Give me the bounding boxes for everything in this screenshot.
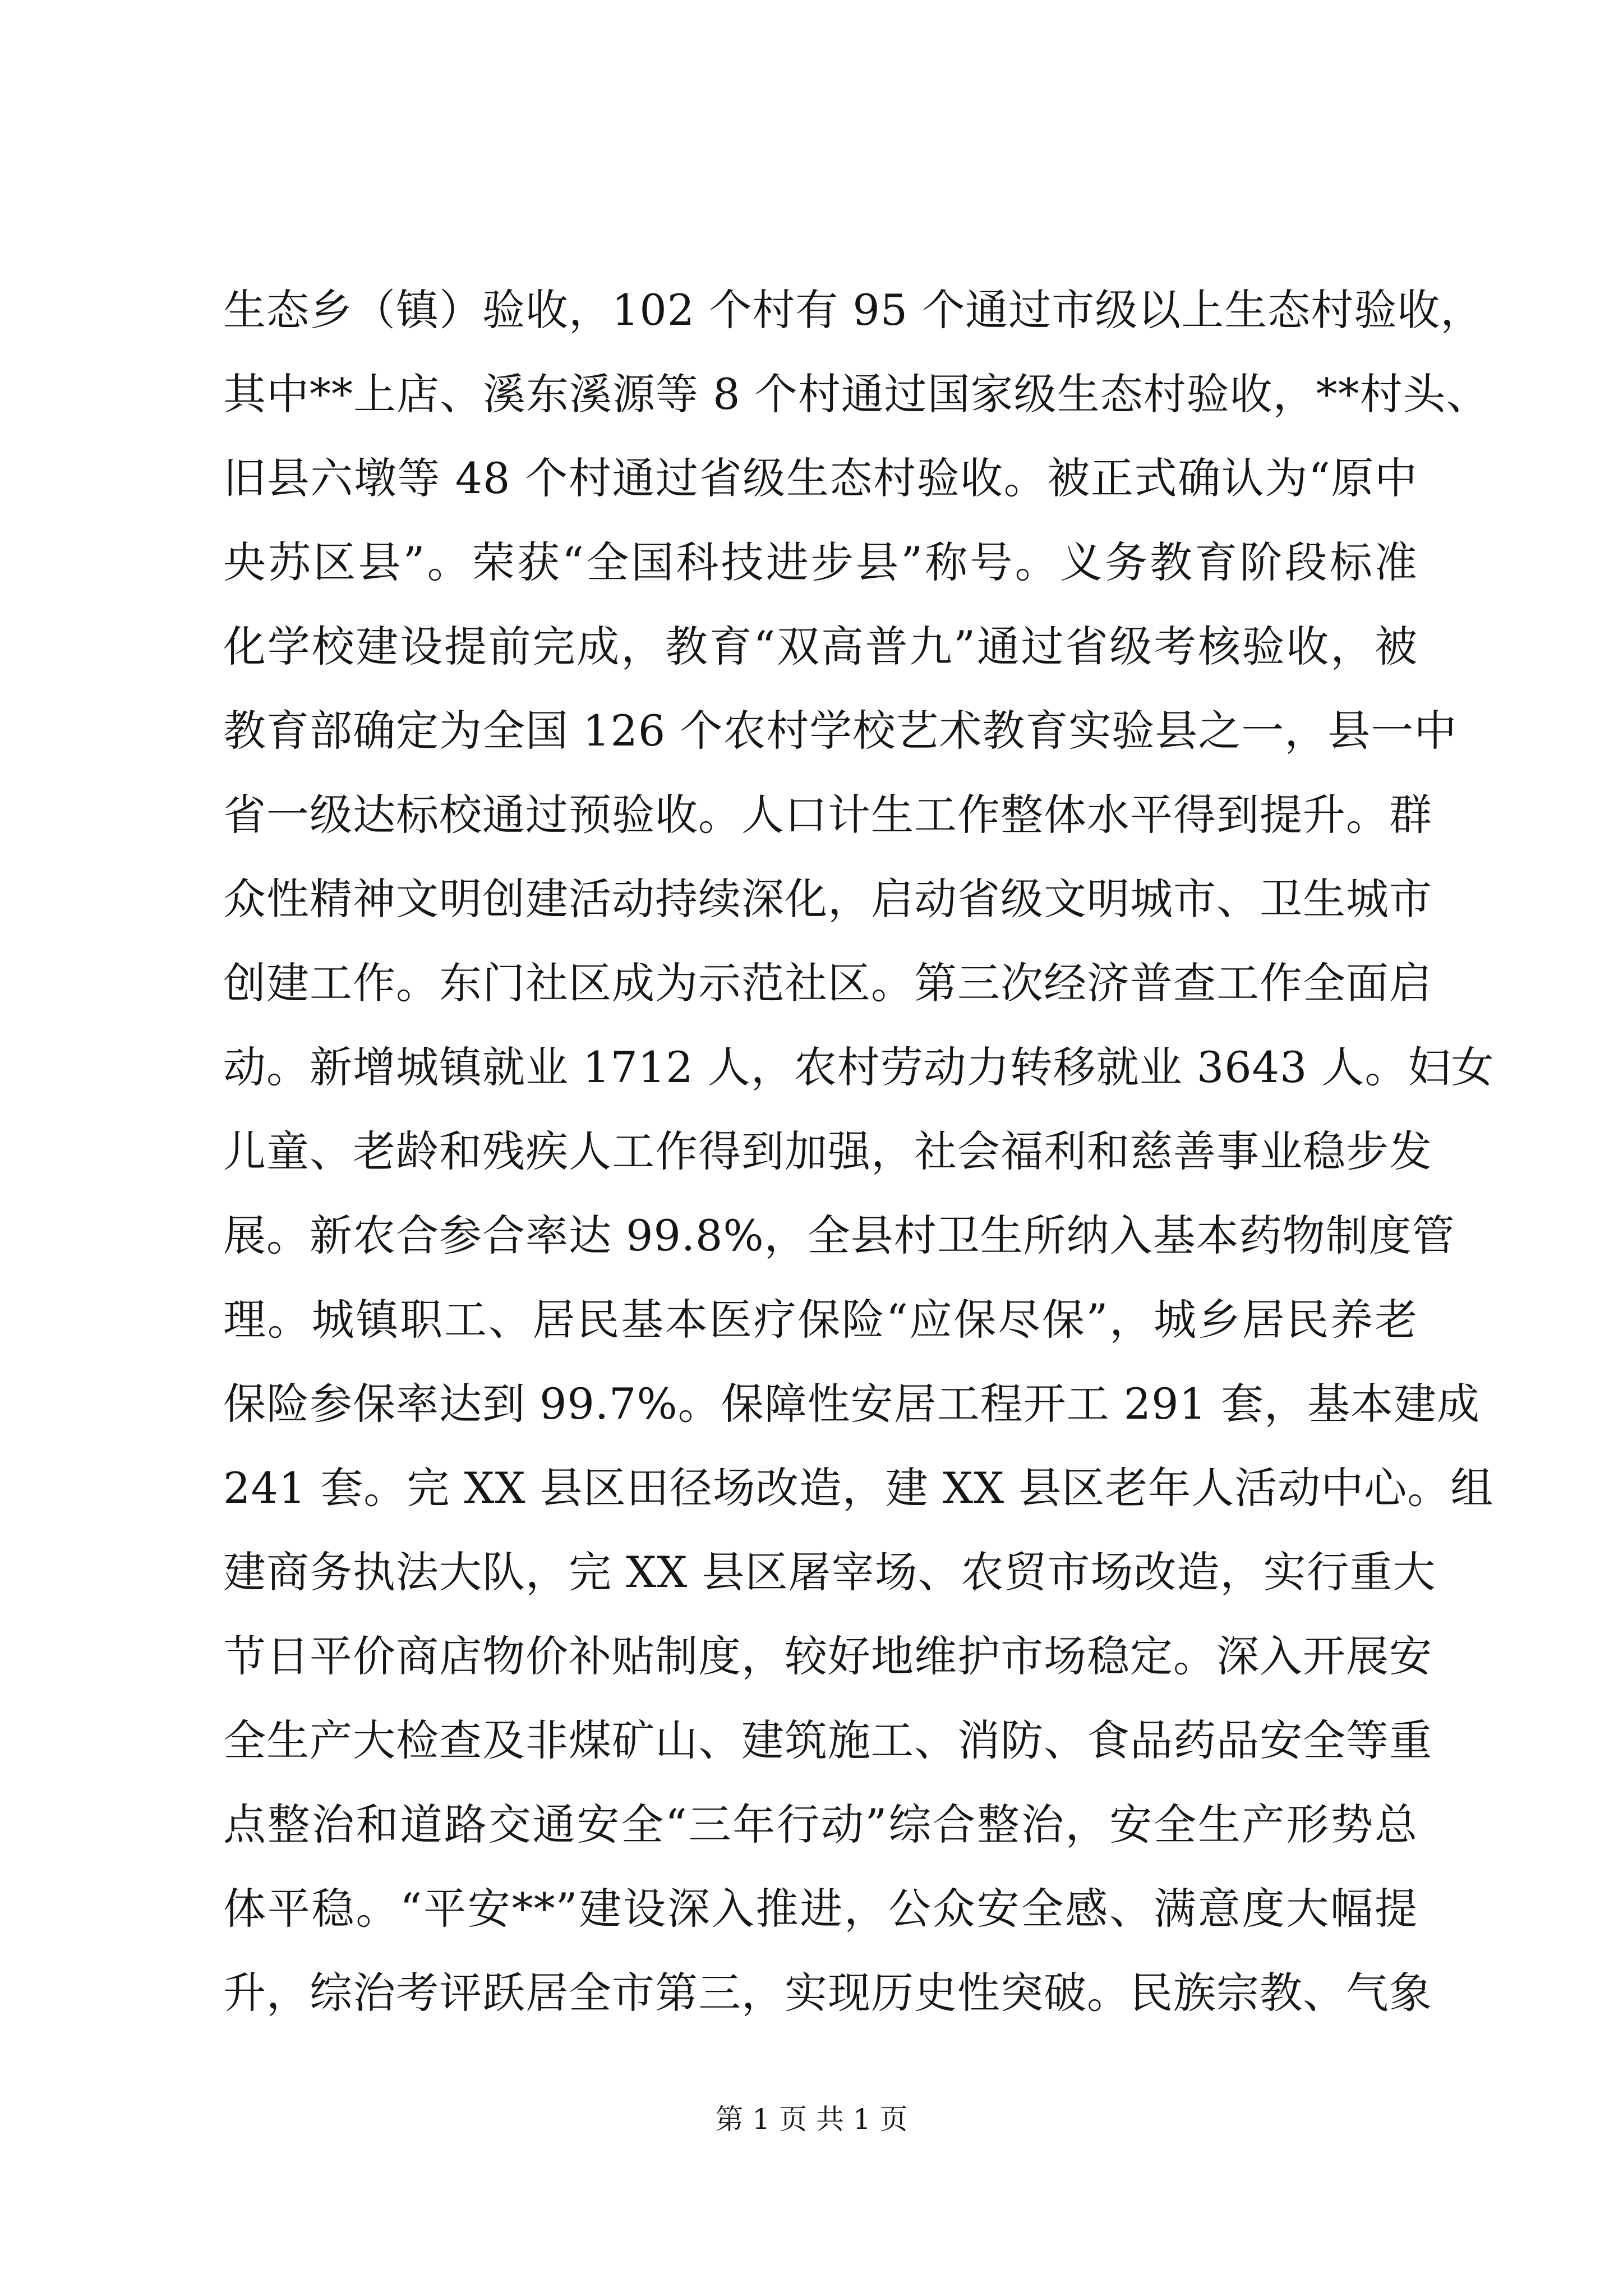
text-line: 其中**上店、溪东溪源等 8 个村通过国家级生态村验收，**村头、 bbox=[223, 369, 1490, 419]
text-line: 众性精神文明创建活动持续深化，启动省级文明城市、卫生城市 bbox=[223, 874, 1432, 924]
text-line: 展。新农合参合率达 99.8%，全县村卫生所纳入基本药物制度管 bbox=[223, 1211, 1455, 1260]
text-line: 生态乡（镇）验收，102 个村有 95 个通过市级以上生态村验收， bbox=[223, 285, 1484, 335]
text-line: 241 套。完 XX 县区田径场改造，建 XX 县区老年人活动中心。组 bbox=[223, 1463, 1494, 1513]
text-line: 教育部确定为全国 126 个农村学校艺术教育实验县之一，县一中 bbox=[223, 706, 1458, 756]
body-text bbox=[223, 268, 1495, 2035]
text-line: 省一级达标校通过预验收。人口计生工作整体水平得到提升。群 bbox=[223, 790, 1432, 840]
text-line: 建商务执法大队，完 XX 县区屠宰场、农贸市场改造，实行重大 bbox=[223, 1547, 1436, 1597]
text-line: 点整治和道路交通安全“三年行动”综合整治，安全生产形势总 bbox=[223, 1800, 1418, 1849]
text-line: 旧县六墩等 48 个村通过省级生态村验收。被正式确认为“原中 bbox=[223, 453, 1418, 503]
text-line: 儿童、老龄和残疾人工作得到加强，社会福利和慈善事业稳步发 bbox=[223, 1126, 1432, 1176]
text-line: 创建工作。东门社区成为示范社区。第三次经济普查工作全面启 bbox=[223, 958, 1432, 1008]
text-line: 化学校建设提前完成，教育“双高普九”通过省级考核验收，被 bbox=[223, 622, 1418, 671]
text-line: 保险参保率达到 99.7%。保障性安居工程开工 291 套，基本建成 bbox=[223, 1379, 1480, 1429]
text-line: 体平稳。“平安**”建设深入推进，公众安全感、满意度大幅提 bbox=[223, 1884, 1418, 1934]
text-line: 节日平价商店物价补贴制度，较好地维护市场稳定。深入开展安 bbox=[223, 1631, 1432, 1681]
page-number-footer: 第 1 页 共 1 页 bbox=[715, 2103, 908, 2136]
text-line: 动。新增城镇就业 1712 人，农村劳动力转移就业 3643 人。妇女 bbox=[223, 1042, 1495, 1092]
text-line: 升，综治考评跃居全市第三，实现历史性突破。民族宗教、气象 bbox=[223, 1968, 1432, 2018]
text-line: 全生产大检查及非煤矿山、建筑施工、消防、食品药品安全等重 bbox=[223, 1715, 1432, 1765]
text-line: 理。城镇职工、居民基本医疗保险“应保尽保”，城乡居民养老 bbox=[223, 1295, 1418, 1345]
text-line: 央苏区县”。荣获“全国科技进步县”称号。义务教育阶段标准 bbox=[223, 537, 1418, 587]
